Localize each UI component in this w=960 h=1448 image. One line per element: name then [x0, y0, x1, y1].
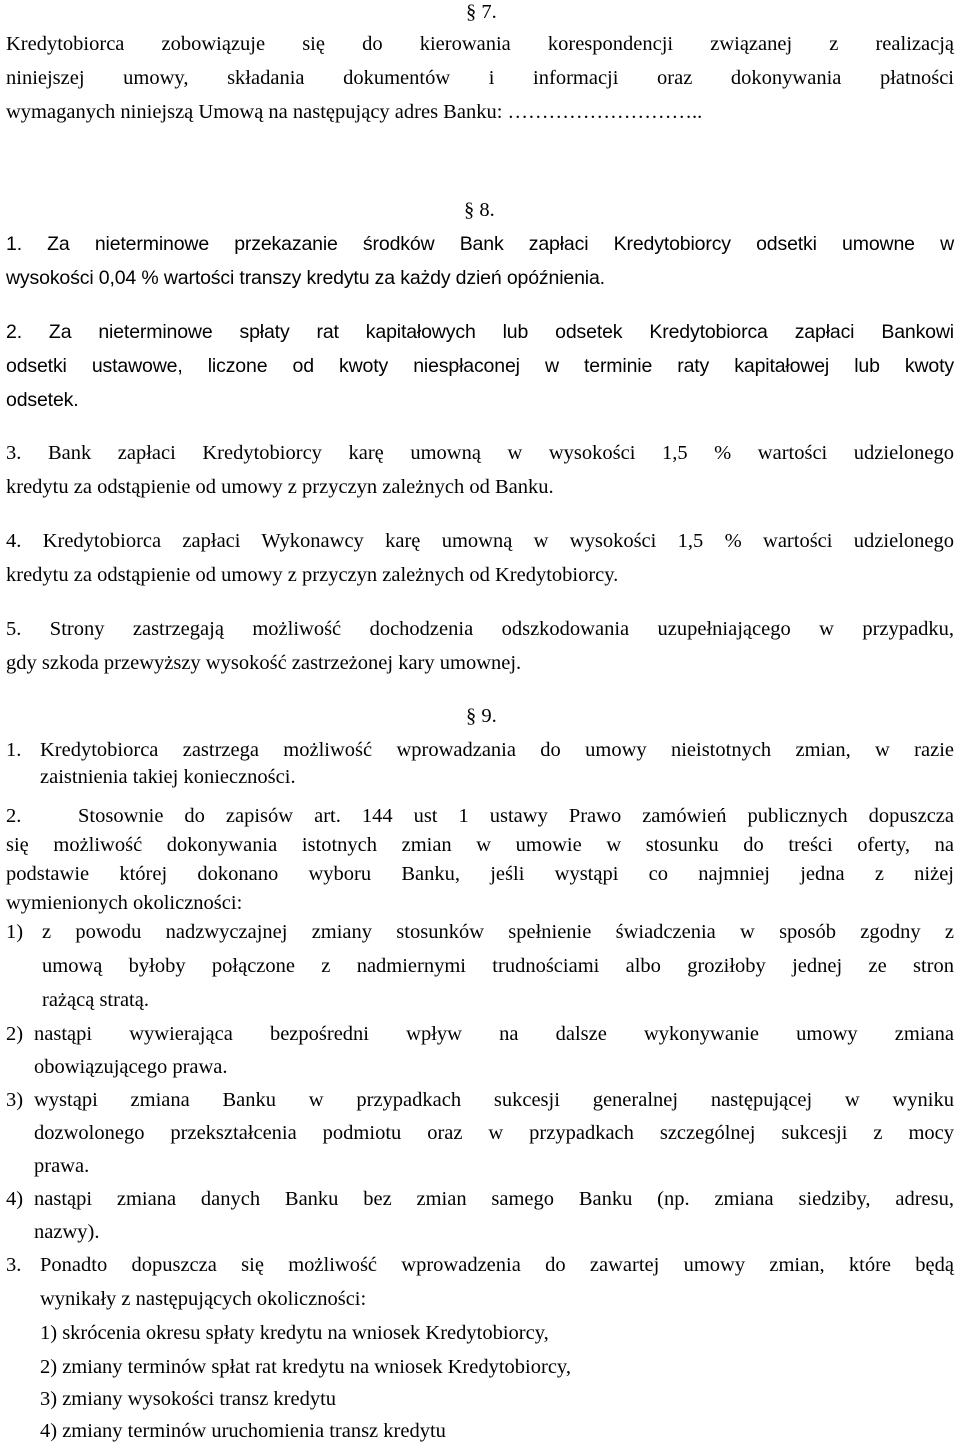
- section-9-item-3-sub-4: 4) zmiany terminów uruchomienia transz kredytu: [40, 1420, 446, 1442]
- section-9-sub-4-number: 4): [6, 1188, 24, 1210]
- section-9-sub-3-line-3: prawa.: [34, 1155, 90, 1177]
- section-9-item-2-line-2: się możliwość dokonywania istotnych zmian w umowie w stosunku do treści oferty, na: [6, 834, 954, 856]
- section-9-sub-1-line-1: z powodu nadzwyczajnej zmiany stosunków spełnienie świadczenia w sposób zgodny z: [42, 921, 954, 943]
- section-9-sub-3-line-2: dozwolonego przekształcenia podmiotu oraz w przypadkach szczególnej sukcesji z mocy: [34, 1122, 954, 1144]
- section-9-sub-4-line-1: nastąpi zmiana danych Banku bez zmian samego Banku (np. zmiana siedziby, adresu,: [34, 1188, 954, 1210]
- section-8-p3-line-2: kredytu za odstąpienie od umowy z przyczyn zależnych od Banku.: [6, 476, 554, 498]
- section-9-item-1-line-1: Kredytobiorca zastrzega możliwość wprowadzania do umowy nieistotnych zmian, w razie: [40, 739, 954, 761]
- section-9-item-2-line-4: wymienionych okoliczności:: [6, 892, 243, 914]
- section-8-p2-line-2: odsetki ustawowe, liczone od kwoty niespłaconej w terminie raty kapitałowej lub kwoty: [6, 355, 954, 377]
- section-8-p5-line-2: gdy szkoda przewyższy wysokość zastrzeżonej kary umownej.: [6, 652, 522, 674]
- section-8-p4-line-2: kredytu za odstąpienie od umowy z przyczyn zależnych od Kredytobiorcy.: [6, 564, 619, 586]
- section-9-sub-2-line-2: obowiązującego prawa.: [34, 1056, 228, 1078]
- section-8-p2-line-3: odsetek.: [6, 389, 79, 411]
- section-8-p5-line-1: 5. Strony zastrzegają możliwość dochodzenia odszkodowania uzupełniającego w przypadku,: [6, 618, 954, 640]
- section-9-item-3-line-1: Ponadto dopuszcza się możliwość wprowadzenia do zawartej umowy zmian, które będą: [40, 1254, 954, 1276]
- section-8-p4-line-1: 4. Kredytobiorca zapłaci Wykonawcy karę umowną w wysokości 1,5 % wartości udzielonego: [6, 530, 954, 552]
- section-9-item-1-number: 1.: [6, 739, 22, 761]
- section-7-heading: § 7.: [466, 1, 497, 23]
- section-9-item-3-sub-3: 3) zmiany wysokości transz kredytu: [40, 1388, 337, 1410]
- section-9-item-2-line-3: podstawie której dokonano wyboru Banku, jeśli wystąpi co najmniej jedna z niżej: [6, 863, 954, 885]
- section-8-p3-line-1: 3. Bank zapłaci Kredytobiorcy karę umowną w wysokości 1,5 % wartości udzielonego: [6, 442, 954, 464]
- section-9-sub-3-line-1: wystąpi zmiana Banku w przypadkach sukcesji generalnej następującej w wyniku: [34, 1089, 954, 1111]
- section-9-item-2-number: 2.: [6, 805, 22, 827]
- section-9-heading: § 9.: [466, 705, 497, 727]
- section-9-item-3-line-2: wynikały z następujących okoliczności:: [40, 1288, 367, 1310]
- section-8-heading: § 8.: [464, 199, 495, 221]
- section-9-sub-2-line-1: nastąpi wywierająca bezpośredni wpływ na dalsze wykonywanie umowy zmiana: [34, 1023, 954, 1045]
- section-9-item-3-sub-2: 2) zmiany terminów spłat rat kredytu na wniosek Kredytobiorcy,: [40, 1356, 571, 1378]
- section-9-item-3-number: 3.: [6, 1254, 22, 1276]
- section-9-sub-1-line-3: rażącą stratą.: [42, 989, 149, 1011]
- section-7-line-1: Kredytobiorca zobowiązuje się do kierowania korespondencji związanej z realizacją: [6, 33, 954, 55]
- section-9-item-1-line-2: zaistnienia takiej konieczności.: [40, 766, 296, 788]
- section-8-p2-line-1: 2. Za nieterminowe spłaty rat kapitałowych lub odsetek Kredytobiorca zapłaci Bankowi: [6, 321, 954, 343]
- section-9-sub-2-number: 2): [6, 1023, 24, 1045]
- section-9-sub-1-line-2: umową byłoby połączone z nadmiernymi trudnościami albo groziłoby jednej ze stron: [42, 955, 954, 977]
- section-7-line-2: niniejszej umowy, składania dokumentów i informacji oraz dokonywania płatności: [6, 67, 954, 89]
- section-9-item-2-first-line: Stosownie do zapisów art. 144 ust 1 ustawy Prawo zamówień publicznych dopuszcza: [78, 805, 954, 827]
- section-7-line-3: wymaganych niniejszą Umową na następujący adres Banku: ………………………..: [6, 101, 703, 123]
- section-9-item-3-sub-1: 1) skrócenia okresu spłaty kredytu na wniosek Kredytobiorcy,: [40, 1322, 549, 1344]
- section-8-p1-line-2: wysokości 0,04 % wartości transzy kredytu za każdy dzień opóźnienia.: [6, 267, 605, 289]
- section-9-sub-3-number: 3): [6, 1089, 24, 1111]
- section-8-p1-line-1: 1. Za nieterminowe przekazanie środków Bank zapłaci Kredytobiorcy odsetki umowne w: [6, 233, 954, 255]
- section-9-sub-4-line-2: nazwy).: [34, 1221, 100, 1243]
- section-9-sub-1-number: 1): [6, 921, 24, 943]
